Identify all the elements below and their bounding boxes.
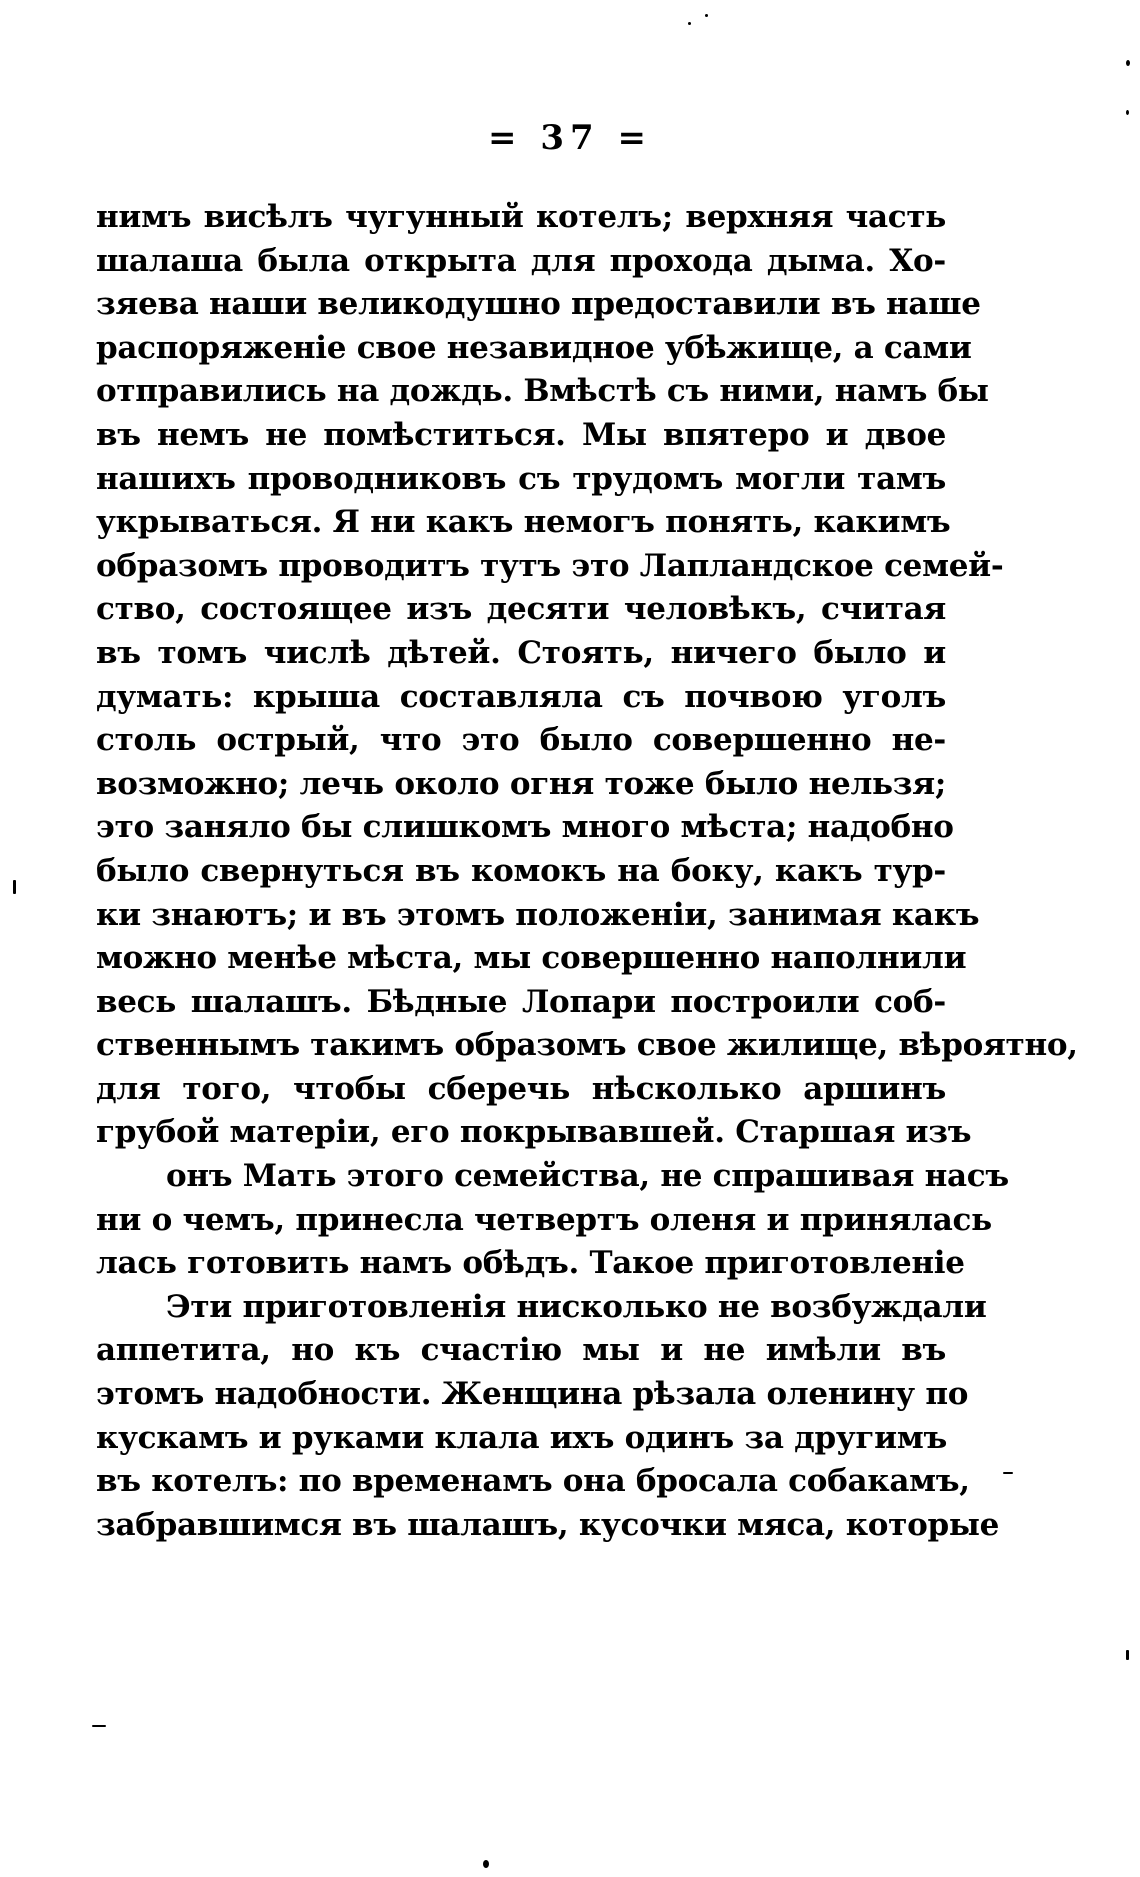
text-line: Эти приготовленія нисколько не возбуждали <box>166 1288 987 1325</box>
text-line: это заняло бы слишкомъ много мѣста; надобно <box>96 809 954 846</box>
text-line: ни о чемъ, принесла четвертъ оленя и принялась <box>96 1201 992 1238</box>
page-number-header: = 37 = <box>488 118 652 158</box>
text-line: грубой матеріи, его покрывавшей. Старшая изъ <box>96 1114 972 1151</box>
text-line: думать: крыша составляла съ почвою уголъ <box>96 678 946 715</box>
text-line: распоряженіе свое незавидное убѣжище, а сами <box>96 329 972 366</box>
text-line: лась готовить намъ обѣдъ. Такое приготовленіе <box>96 1245 965 1282</box>
scan-speck <box>483 1860 489 1868</box>
text-line: возможно; лечь около огня тоже было нельзя; <box>96 765 946 802</box>
text-line: въ немъ не помѣститься. Мы впятеро и двое <box>96 416 946 453</box>
text-line: весь шалашъ. Бѣдные Лопари построили соб- <box>96 983 946 1020</box>
text-line: шалаша была открыта для прохода дыма. Хо- <box>96 242 946 279</box>
scan-speck <box>1126 110 1129 115</box>
scan-speck <box>688 22 691 25</box>
text-line: въ томъ числѣ дѣтей. Стоять, ничего было и <box>96 634 946 671</box>
text-line: отправились на дождь. Вмѣстѣ съ ними, намъ бы <box>96 373 989 410</box>
text-line: укрываться. Я ни какъ немогъ понять, какимъ <box>96 504 951 541</box>
text-line: забравшимся въ шалашъ, кусочки мяса, которые <box>96 1506 1000 1543</box>
scan-speck <box>92 1725 106 1727</box>
text-line: нашихъ проводниковъ съ трудомъ могли тамъ <box>96 460 946 497</box>
scan-speck <box>1126 60 1130 66</box>
text-line: въ котелъ: по временамъ она бросала собакамъ, <box>96 1463 970 1500</box>
text-line: онъ Мать этого семейства, не спрашивая насъ <box>166 1158 1009 1195</box>
body-text <box>96 196 1078 1547</box>
text-line: кускамъ и руками клала ихъ одинъ за другимъ <box>96 1419 947 1456</box>
scan-speck <box>13 880 16 894</box>
text-line: ки знаютъ; и въ этомъ положеніи, занимая какъ <box>96 896 980 933</box>
scan-speck <box>705 14 708 17</box>
text-line: можно менѣе мѣста, мы совершенно наполнили <box>96 940 967 977</box>
text-line: для того, чтобы сберечь нѣсколько аршинъ <box>96 1070 946 1107</box>
text-line: образомъ проводитъ тутъ это Лапландское семей- <box>96 547 1004 584</box>
scan-speck <box>1126 1650 1129 1660</box>
text-line: столь острый, что это было совершенно не- <box>96 722 946 759</box>
text-line: было свернуться въ комокъ на боку, какъ тур- <box>96 852 946 889</box>
text-line: этомъ надобности. Женщина рѣзала оленину по <box>96 1376 969 1413</box>
text-line: ственнымъ такимъ образомъ свое жилище, вѣроятно, <box>96 1027 1078 1064</box>
text-line: аппетита, но къ счастію мы и не имѣли въ <box>96 1332 946 1369</box>
text-line: нимъ висѣлъ чугунный котелъ; верхняя часть <box>96 199 946 235</box>
text-line: ство, состоящее изъ десяти человѣкъ, считая <box>96 591 946 628</box>
text-line: зяева наши великодушно предоставили въ наше <box>96 286 981 323</box>
scan-speck <box>1003 1472 1013 1474</box>
